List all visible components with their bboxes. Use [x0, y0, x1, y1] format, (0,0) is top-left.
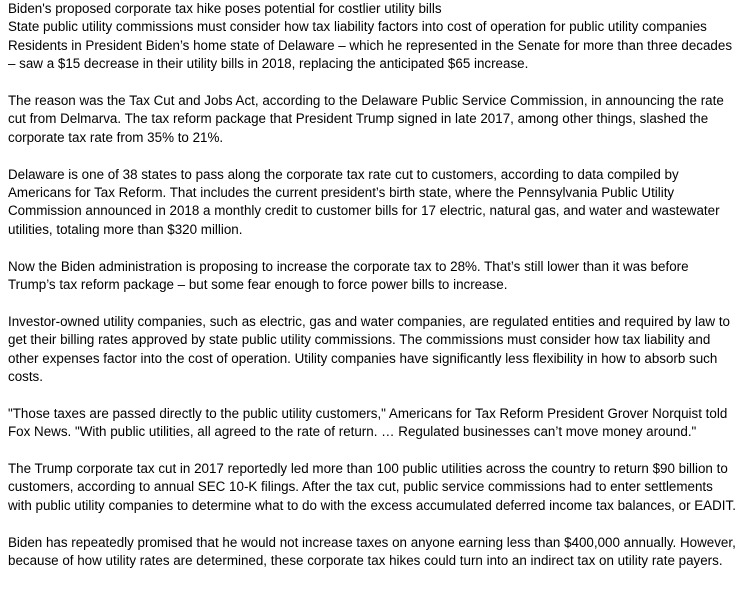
paragraph: Biden has repeatedly promised that he would not increase taxes on anyone earning less than $400,000 annually. However, because of how utility rates are determined, these corporate tax hikes could turn into an indirect tax on utility rate payers. [8, 534, 736, 569]
document-title: Biden's proposed corporate tax hike poses potential for costlier utility bills [8, 1, 442, 16]
paragraph: The Trump corporate tax cut in 2017 reportedly led more than 100 public utilities across the country to return $90 billion to customers, according to annual SEC 10-K filings. After the tax cut, public service commissions had to enter settlements with public utility companies to determine what to do with the excess accumulated deferred income tax balances, or EADIT. [8, 461, 736, 513]
paragraph: The reason was the Tax Cut and Jobs Act, according to the Delaware Public Service Commission, in announcing the rate cut from Delmarva. The tax reform package that President Trump signed in late 2017, among other things, slashed the corporate tax rate from 35% to 21%. [8, 93, 724, 145]
paragraph: Investor-owned utility companies, such as electric, gas and water companies, are regulated entities and required by law to get their billing rates approved by state public utility commissions. The commissions must consider how tax liability and other expenses factor into the cost of operation. Utility companies have significantly less flexibility in how to absorb such costs. [8, 313, 730, 385]
paragraph: Now the Biden administration is proposing to increase the corporate tax to 28%. That’s still lower than it was before Trump’s tax reform package – but some fear enough to force power bills to increase. [8, 258, 689, 293]
paragraph: "Those taxes are passed directly to the public utility customers," Americans for Tax Reform President Grover Norquist told Fox News. "With public utilities, all agreed to the rate of return. … Regulated businesses can’t move money around." [8, 405, 728, 440]
document-subtitle: State public utility commissions must consider how tax liability factors into cost of operation for public utility companies [8, 19, 707, 35]
paragraph: Delaware is one of 38 states to pass along the corporate tax rate cut to customers, according to data compiled by Americans for Tax Reform. That includes the current president’s birth state, where the Pennsylvania Public Utility Commission announced in 2018 a monthly credit to customer bills for 17 electric, natural gas, and water and wastewater utilities, totaling more than $320 million. [8, 166, 720, 237]
paragraph: Residents in President Biden’s home state of Delaware – which he represented in the Senate for more than three decades – saw a $15 decrease in their utility bills in 2018, replacing the anticipated $65 increase. [8, 37, 733, 72]
